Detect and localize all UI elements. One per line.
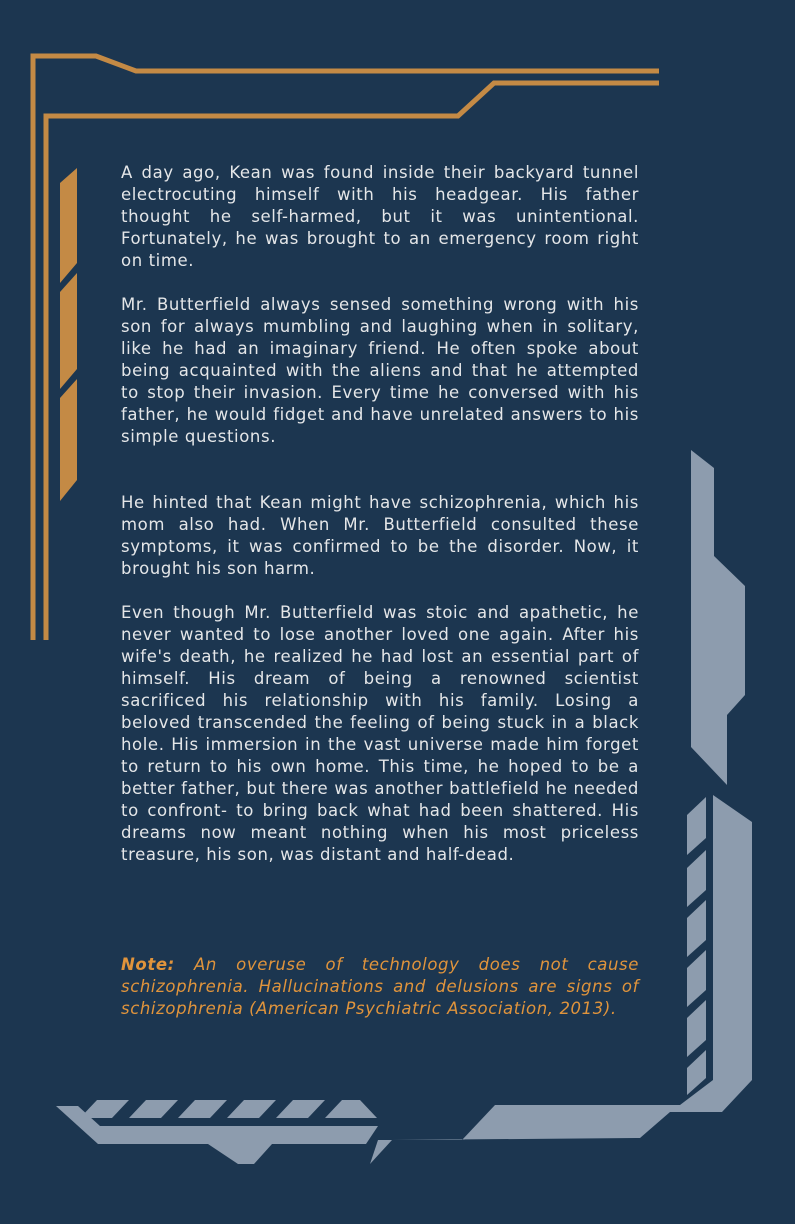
right-gray-segment [687,900,706,957]
paragraph-4: Even though Mr. Butterfield was stoic and apathetic, he never wanted to lose another loved one again. After his wife's death, he realized he had lost an essential part of himself. His dream of being a renowned scientist sacrificed his relationship with his family. Losing a beloved transcended the feeling of being stuck in a black hole. His immersion in the vast universe made him forget to return to his own home. This time, he hoped to be a better father, but there was another battlefield he needed to confront- to bring back what had been shattered. His dreams now meant nothing when his most priceless treasure, his son, was distant and half-dead. [121,603,639,864]
left-orange-segment [60,273,77,389]
note [121,954,639,1020]
right-gray-segment [687,850,706,907]
bottom-gray-segment [227,1100,276,1118]
right-gray-segment [687,1000,706,1057]
right-gray-circuit-top [691,450,745,785]
right-gray-segment [687,950,706,1007]
paragraph-2: Mr. Butterfield always sensed something wrong with his son for always mumbling and laughing when in solitary, like he had an imaginary friend. He often spoke about being acquainted with the aliens and that he attempted to stop their invasion. Every time he conversed with his father, he would fidget and have unrelated answers to his simple questions. [121,295,639,446]
bottom-gray-segment [325,1100,377,1118]
left-orange-segment [60,168,77,283]
note-text: An overuse of technology does not cause schizophrenia. Hallucinations and delusions are signs of schizophrenia (American Psychiatric Association, 2013). [121,955,639,1018]
paragraph-1: A day ago, Kean was found inside their backyard tunnel electrocuting himself with his headgear. His father thought he self-harmed, but it was unintentional. Fortunately, he was brought to an emergency room right on time. [121,163,639,270]
note-label: Note: [121,955,175,974]
left-orange-segment [60,379,77,501]
right-gray-segment [687,797,706,855]
bottom-gray-segment [276,1100,325,1118]
bottom-gray-segment [129,1100,178,1118]
bottom-gray-segment [178,1100,227,1118]
paragraph-3: He hinted that Kean might have schizophrenia, which his mom also had. When Mr. Butterfield consulted these symptoms, it was confirmed to be the disorder. Now, it brought his son harm. [121,493,639,578]
